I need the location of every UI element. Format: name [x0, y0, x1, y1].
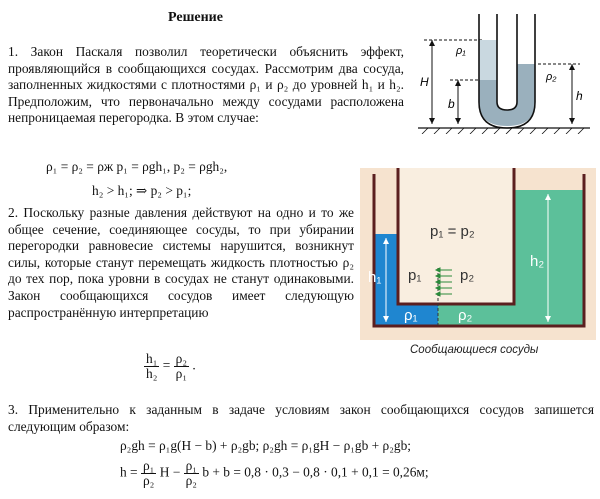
- green-liquid-right: [514, 190, 584, 326]
- equation-4: [120, 459, 429, 488]
- ratio-num-2: ρ₂: [175, 351, 188, 366]
- ratio-num-1: h₁: [146, 351, 158, 366]
- eq4-term2: b + b = 0,8 · 0,3 − 0,8 · 0,1 + 0,1 = 0,26м;: [202, 464, 429, 480]
- eq4-frac2-den: ρ₂: [185, 473, 197, 488]
- u-rho2-label: ρ₂: [546, 71, 557, 83]
- eq4-frac1-den: ρ₂: [142, 473, 155, 488]
- rho1-label: ρ₁: [404, 307, 418, 324]
- h2-label: h₂: [530, 253, 545, 270]
- ratio-den-2: ρ₁: [175, 366, 188, 381]
- u-rho1-label: ρ₁: [456, 45, 466, 57]
- paragraph-1: 1. Закон Паскаля позволил теоретически объяснить эффект, проявляющийся в сообщающихся сосудах. Рассмотрим два сосуда, заполненных жидкостями с плотностями ρ₁ и ρ₂ до уровней h₁ и h₂. Предположим, что первоначально между сосудами расположена непроницаемая перегородка. В этом случае:: [8, 44, 404, 126]
- communicating-vessels-figure: [360, 168, 596, 356]
- u-h-label: h: [576, 89, 583, 103]
- green-liquid-bottom: [438, 304, 514, 326]
- p1-label: p₁: [408, 267, 422, 284]
- p2-label: p₂: [460, 267, 475, 284]
- equation-2: h₂ > h₁; ⇒ p₂ > p₁;: [92, 183, 192, 198]
- ratio-end: .: [192, 357, 196, 373]
- u-b-label: b: [448, 97, 455, 111]
- pressure-equal-label: p₁ = p₂: [430, 223, 475, 240]
- equation-1: ρ₁ = ρ₂ = ρж p₁ = ρgh₁, p₂ = ρgh₂,: [46, 159, 228, 174]
- figure-caption: Сообщающиеся сосуды: [410, 344, 539, 356]
- u-tube-figure: [412, 6, 596, 134]
- paragraph-3: 3. Применительно к заданным в задаче условиям закон сообщающихся сосудов запишется следующим образом:: [8, 402, 594, 434]
- ratio-equation: [144, 352, 196, 381]
- equation-3: ρ₂gh = ρ₁g(H − b) + ρ₂gb; ρ₂gh = ρ₁gH − ρ₁gb + ρ₂gb;: [120, 438, 412, 453]
- paragraph-2: 2. Поскольку разные давления действуют на одно и то же общее сечение, соединяющее сосуды, то при убирании перегородки равновесие системы нарушится, возникнут силы, которые станут перемещать жидкость плотностью ρ₂ до тех пор, пока уровни в сосудах не станут одинаковыми. Закон сообщающихся сосудов имеет следующую распространённую интерпретацию: [8, 205, 354, 320]
- ratio-eq-sign: =: [162, 357, 171, 373]
- eq4-frac2-num: ρ₁: [185, 458, 197, 473]
- ratio-den-1: h₂: [146, 366, 158, 381]
- eq4-frac1-num: ρ₁: [142, 458, 155, 473]
- h1-label: h₁: [368, 269, 382, 286]
- u-H-label: H: [420, 75, 429, 89]
- rho2-label: ρ₂: [458, 307, 473, 324]
- solution-heading: Решение: [168, 10, 223, 25]
- eq4-term1: H −: [159, 464, 181, 480]
- eq4-lhs: h =: [120, 464, 138, 480]
